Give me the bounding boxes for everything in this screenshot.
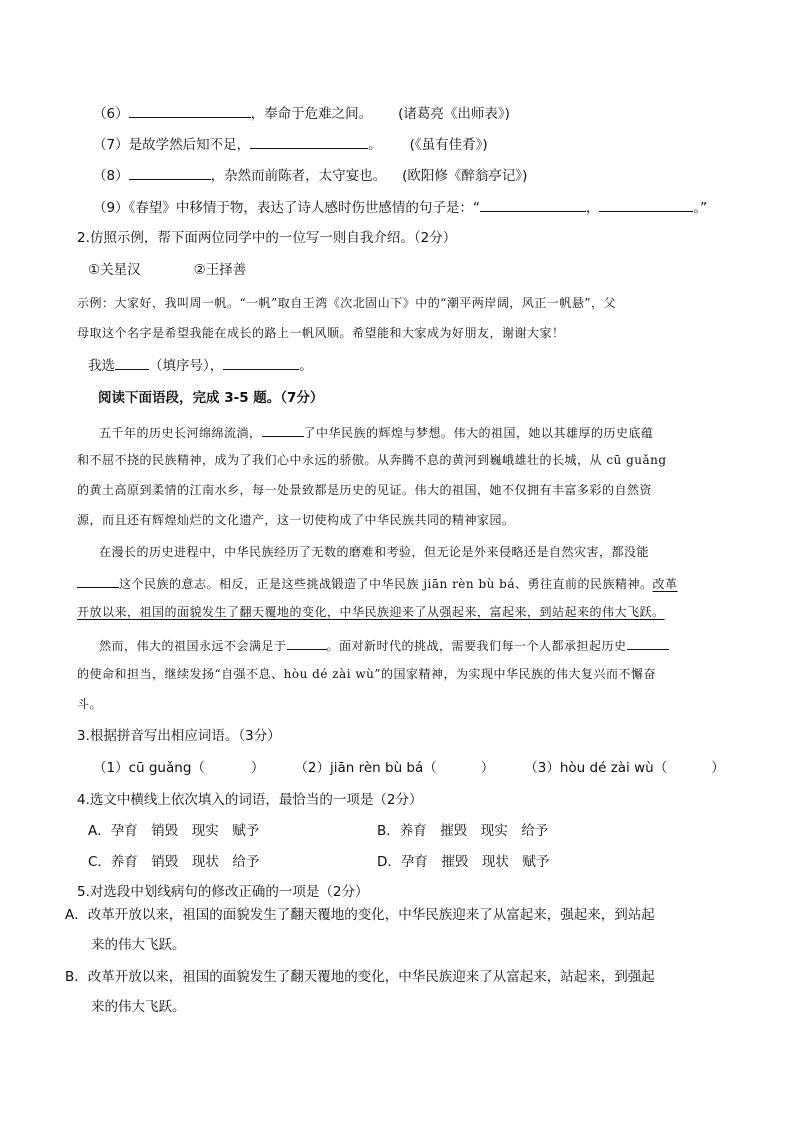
underlined-sentence: 开放以来，祖国的面貌发生了翻天覆地的变化，中华民族迎来了从强起来，富起来，到站起来的伟大飞跃。 <box>77 605 665 619</box>
reading-title: 阅读下面语段，完成 3-5 题。（7分） <box>98 390 324 406</box>
option-a[interactable]: A．改革开放以来，祖国的面貌发生了翻天覆地的变化，中华民族迎来了从富起来，强起来，到站起 <box>65 907 655 923</box>
line-text: 我选 <box>88 358 115 374</box>
option-b[interactable]: B．养育 摧毁 现实 给予 <box>377 823 549 839</box>
line-text: 。 <box>299 358 313 374</box>
option-b[interactable]: B．改革开放以来，祖国的面貌发生了翻天覆地的变化，中华民族迎来了从富起来，站起来，到强起 <box>65 969 655 985</box>
option-2: ②王择善 <box>193 262 247 278</box>
option-1: ①关星汉 <box>88 262 141 278</box>
intro-blank[interactable] <box>223 355 299 370</box>
passage-p1-line-1 <box>99 422 654 442</box>
question-5-title: 5.对选段中划线病句的修改正确的一项是（2分） <box>77 884 369 900</box>
line-text: （填序号）， <box>149 358 224 374</box>
paren-close: ） <box>250 760 265 776</box>
answer-blank[interactable] <box>599 197 693 212</box>
line-text: 这个民族的意志。相反，正是这些挑战锻造了中华民族 jiān rèn bù bá、勇往直前的民族精神。 <box>119 577 653 591</box>
passage-p1-line-4: 源，而且还有辉煌灿烂的文化遗产，这一切使构成了中华民族共同的精神家园。 <box>77 513 515 527</box>
fill-blank-2[interactable] <box>77 573 119 588</box>
line-text: 。” <box>693 200 708 216</box>
passage-p3-line-2: 的使命和担当，继续发扬“自强不息、hòu dé zài wù”的国家精神，为实现中华民族的伟大复兴而不懈奋 <box>77 667 656 681</box>
passage-p1-line-2: 和不屈不挠的民族精神，成为了我们心中永远的骄傲。从奔腾不息的黄河到巍峨雄壮的长城，从 cū guǎng <box>77 453 667 467</box>
recitation-line-9 <box>93 197 707 217</box>
example-line-1: 示例：大家好，我叫周一帆。“一帆”取自王湾《次北固山下》中的“潮平两岸阔，风正一帆悬”，父 <box>77 296 617 310</box>
pinyin-item-2: （2）jiān rèn bù bá（ <box>294 760 437 776</box>
option-a[interactable]: A．孕育 销毁 现实 赋予 <box>88 823 260 839</box>
line-text: ，奉命于危难之间。 <box>250 106 373 122</box>
passage-p2-line-1: 在漫长的历史进程中，中华民族经历了无数的磨难和考验，但无论是外来侵略还是自然灾害，都没能 <box>99 545 650 559</box>
option-a-continued: 来的伟大飞跃。 <box>91 937 186 953</box>
line-text: ，杂然而前陈者，太守宴也。 <box>210 168 387 184</box>
line-text: 。面对新时代的挑战，需要我们每一个人都承担起历史 <box>326 639 627 653</box>
source-citation: (欧阳修《醉翁亭记》) <box>402 168 528 184</box>
passage-p2-line-2 <box>77 573 678 593</box>
item-number: （8） <box>93 168 129 184</box>
question-3-title: 3.根据拼音写出相应词语。（3分） <box>77 728 281 744</box>
option-d[interactable]: D．孕育 摧毁 现状 赋予 <box>377 854 550 870</box>
line-text: 了中华民族的辉煌与梦想。伟大的祖国，她以其雄厚的历史底蕴 <box>303 426 654 440</box>
example-line-2: 母取这个名字是希望我能在成长的路上一帆风顺。希望能和大家成为好朋友，谢谢大家！ <box>77 326 565 340</box>
item-number: （6） <box>93 106 129 122</box>
question-2-title: 2.仿照示例，帮下面两位同学中的一位写一则自我介绍。（2分） <box>77 230 457 246</box>
option-c[interactable]: C．养育 销毁 现状 给予 <box>88 854 260 870</box>
answer-blank[interactable] <box>129 103 251 118</box>
line-text: 。 <box>368 137 382 153</box>
fill-blank-1[interactable] <box>262 422 304 437</box>
passage-p1-line-3: 的黄土高原到柔情的江南水乡，每一处景致都是历史的见证。伟大的祖国，她不仅拥有丰富多彩的自然资 <box>77 483 653 497</box>
paren-close: ） <box>711 760 725 776</box>
pinyin-item-3: （3）hòu dé zài wù（ <box>524 760 668 776</box>
name-options <box>88 261 246 279</box>
line-text: ， <box>585 200 600 216</box>
choice-blank[interactable] <box>115 355 149 370</box>
passage-p3-line-1 <box>99 635 669 655</box>
line-text: （9）《春望》中移情于物，表达了诗人感时伤世感情的句子是：“ <box>93 200 480 216</box>
pinyin-items <box>93 759 725 777</box>
fill-blank-3[interactable] <box>287 635 327 650</box>
recitation-line-6 <box>93 103 510 123</box>
answer-blank[interactable] <box>129 165 211 180</box>
option-b-continued: 来的伟大飞跃。 <box>91 999 186 1015</box>
line-text: （7）是故学然后知不足， <box>93 137 251 153</box>
line-text: 然而，伟大的祖国永远不会满足于 <box>99 639 287 653</box>
paren-close: ） <box>480 760 495 776</box>
answer-blank[interactable] <box>250 134 368 149</box>
line-text: 五千年的历史长河绵绵流淌， <box>99 426 262 440</box>
source-citation: (诸葛亮《出师表》) <box>398 106 510 122</box>
recitation-line-8 <box>93 165 527 185</box>
passage-p3-line-3: 斗。 <box>77 697 103 711</box>
answer-line <box>88 355 313 375</box>
answer-blank[interactable] <box>480 197 586 212</box>
pinyin-item-1: （1）cū guǎng（ <box>93 760 205 776</box>
question-4-title: 4.选文中横线上依次填入的词语，最恰当的一项是（2分） <box>77 792 423 808</box>
recitation-line-7 <box>93 134 488 154</box>
underlined-sentence: 改革 <box>652 577 678 591</box>
source-citation: (《虽有佳肴》) <box>409 137 488 153</box>
fill-blank-4[interactable] <box>627 635 669 650</box>
